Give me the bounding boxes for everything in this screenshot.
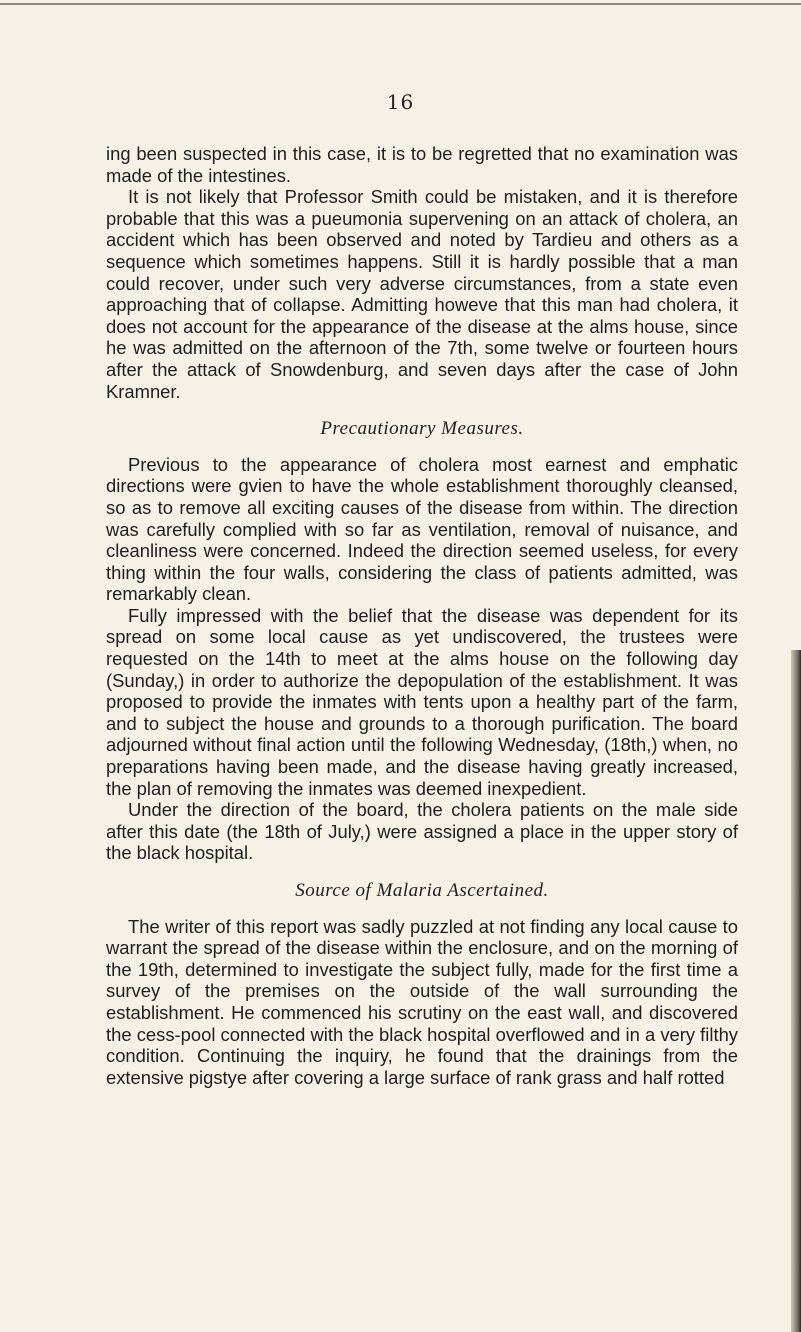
heading-source-of-malaria: Source of Malaria Ascertained. <box>295 880 549 901</box>
body-text <box>106 143 738 1088</box>
paragraph-cleansing: Previous to the appearance of cholera most earnest and emphatic directions were gvien to have the whole establishment thoroughly cleansed, so as to remove all exciting causes of the disease from within. The direction was carefully complied with so far as ventilation, removal of nuisance, and cleanliness were concerned. Indeed the direction seemed useless, for every thing within the four walls, considering the class of patients admitted, was remarkably clean. <box>106 453 738 605</box>
page-number: 16 <box>386 90 415 114</box>
page-edge-shadow <box>791 650 801 1332</box>
paragraph-cess-pool: The writer of this report was sadly puzzled at not finding any local cause to warrant the spread of the disease within the enclosure, and on the morning of the 19th, determined to investigate the subject fully, made for the first time a survey of the premises on the outside of the wall surrounding the establishment. He commenced his scrutiny on the east wall, and discovered the cess-pool connected with the black hospital overflowed and in a very filthy condition. Continuing the inquiry, he found that the drainings from the extensive pigstye after covering a large surface of rank grass and half rotted <box>106 915 738 1088</box>
paragraph-pneumonia: It is not likely that Professor Smith could be mistaken, and it is therefore probable that this was a pueumonia supervening on an attack of cholera, an accident which has been observed and noted by Tardieu and others as a sequence which sometimes happens. Still it is hardly possible that a man could recover, under such very adverse circumstances, from a state even approaching that of collapse. Admitting howeve that this man had cholera, it does not account for the appearance of the disease at the alms house, since he was admitted on the afternoon of the 7th, some twelve or fourteen hours after the attack of Snowdenburg, and seven days after the case of John Kramner. <box>106 186 738 402</box>
paragraph-depopulation: Fully impressed with the belief that the disease was dependent for its spread on some local cause as yet undiscovered, the trustees were requested on the 14th to meet at the alms house on the following day (Sunday,) in order to authorize the depopulation of the establishment. It was proposed to provide the inmates with tents upon a healthy part of the farm, and to subject the house and grounds to a thorough purification. The board adjourned without final action until the following Wednesday, (18th,) when, no preparations having been made, and the disease having greatly increased, the plan of removing the inmates was deemed inexpedient. <box>106 604 738 799</box>
top-rule <box>0 3 801 5</box>
paragraph-continuation: ing been suspected in this case, it is to be regretted that no examination was made of the intestines. <box>106 143 738 186</box>
heading-precautionary-measures: Precautionary Measures. <box>320 418 524 440</box>
paragraph-black-hospital: Under the direction of the board, the cholera patients on the male side after this date (the 18th of July,) were assigned a place in the upper story of the black hospital. <box>106 799 738 864</box>
